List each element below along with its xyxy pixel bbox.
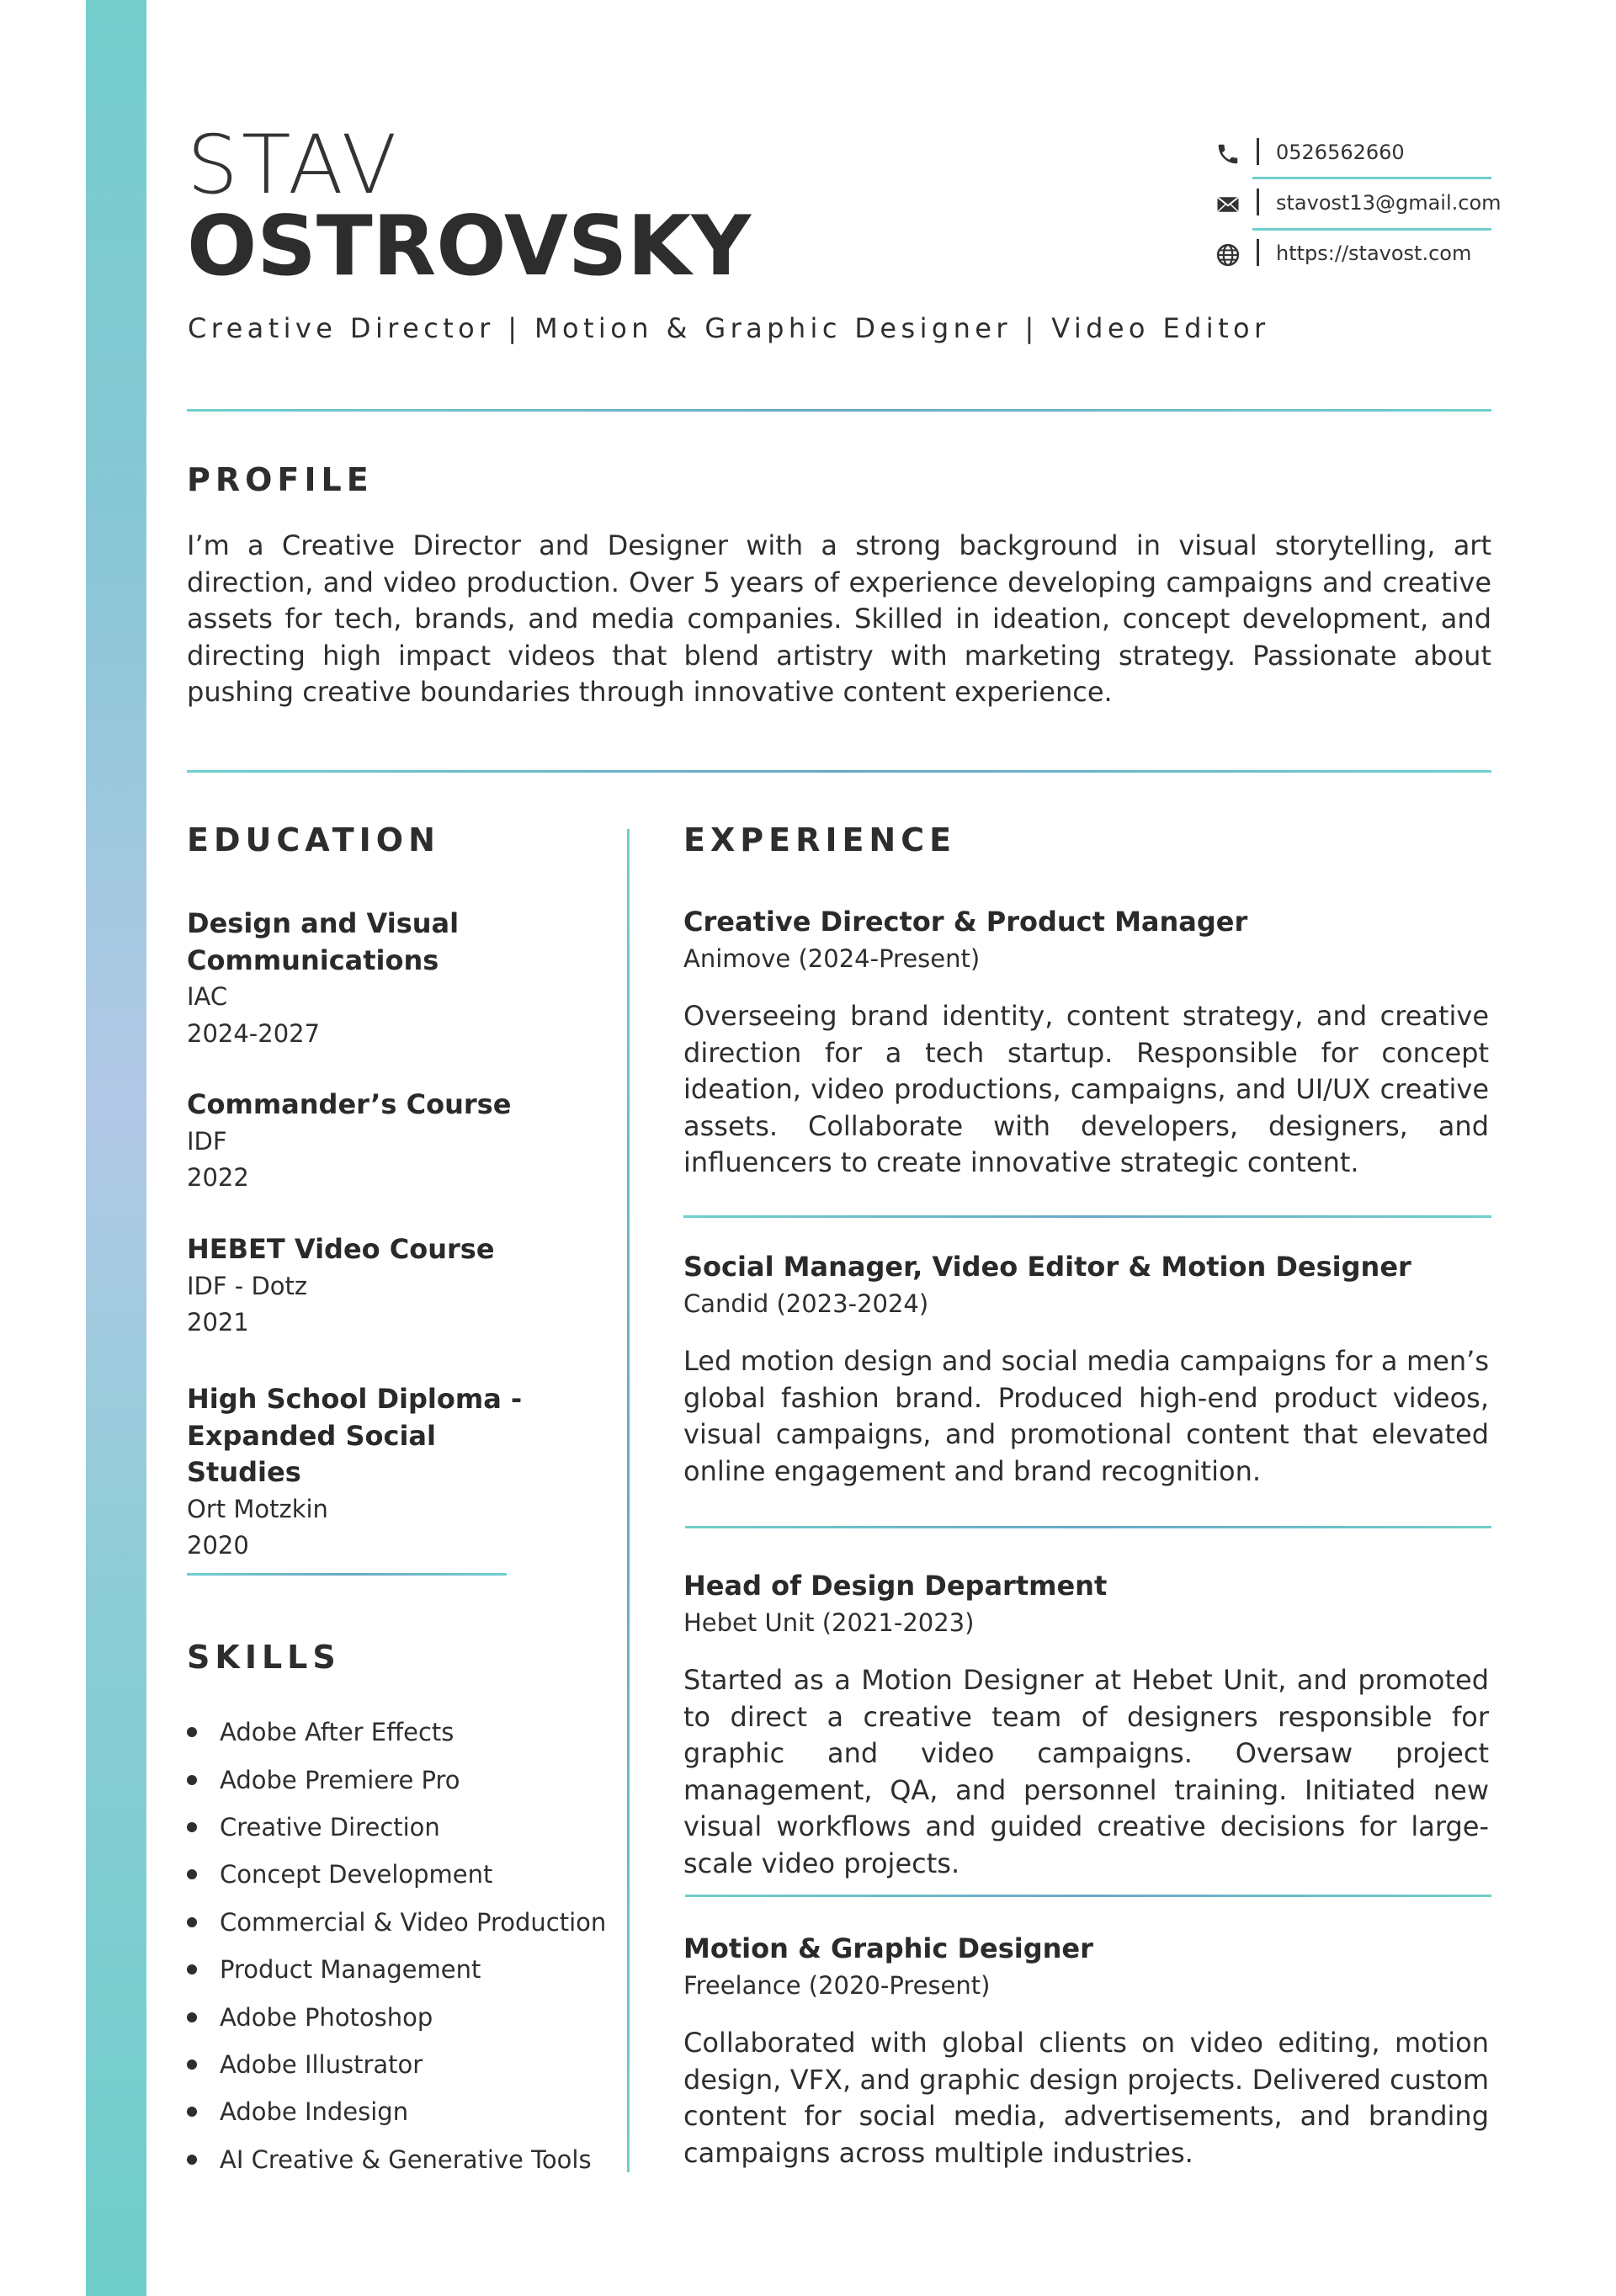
experience-title: Motion & Graphic Designer	[683, 1932, 1093, 1964]
skill-label: Adobe Premiere Pro	[220, 1765, 460, 1794]
skill-label: Adobe Illustrator	[220, 2049, 423, 2079]
education-institution: IDF	[187, 1126, 227, 1156]
education-heading: EDUCATION	[187, 821, 440, 858]
bullet-icon	[187, 1775, 197, 1785]
education-institution: IDF - Dotz	[187, 1271, 308, 1300]
education-divider	[187, 1573, 507, 1576]
experience-company: Freelance (2020-Present)	[683, 1970, 991, 2000]
job-subtitle: Creative Director | Motion & Graphic Designer | Video Editor	[188, 312, 1270, 344]
experience-description: Started as a Motion Designer at Hebet Unit, and promoted to direct a creative team of designers responsible for graphic and video campaigns. Oversaw project management, QA, and personnel training. Initiated new visual workflows and guided creative decisions for large-scale video projects.	[683, 1664, 1489, 1879]
header-divider	[187, 409, 1491, 412]
education-year: 2020	[187, 1531, 249, 1560]
skill-label: Adobe Indesign	[220, 2097, 409, 2127]
education-institution: Ort Motzkin	[187, 1494, 328, 1523]
bullet-icon	[187, 1727, 197, 1737]
bullet-icon	[187, 1917, 197, 1927]
experience-company: Animove (2024-Present)	[683, 943, 981, 973]
education-year: 2022	[187, 1163, 249, 1192]
contact-phone	[1215, 133, 1491, 175]
skill-label: Product Management	[220, 1955, 481, 1985]
bullet-icon	[187, 2012, 197, 2022]
skill-item	[187, 1804, 606, 1851]
experience-company: Candid (2023-2024)	[683, 1289, 929, 1318]
decorative-side-bar	[86, 0, 146, 2296]
skill-label: Adobe Photoshop	[220, 2002, 433, 2032]
education-year: 2024-2027	[187, 1018, 321, 1048]
skill-item	[187, 1993, 606, 2040]
phone-icon	[1215, 141, 1241, 167]
skill-item	[187, 1756, 606, 1803]
experience-divider	[685, 1895, 1491, 1897]
contact-separator	[1257, 239, 1259, 266]
skill-item	[187, 2041, 606, 2088]
profile-text: I’m a Creative Director and Designer with a strong background in visual storytelling, art direction, and video production. Over 5 years of experience developing campaigns and creative assets for tech, brands, and media companies. Skilled in ideation, concept development, and directing high impact videos that blend artistry with marketing strategy. Passionate about pushing creative boundaries through innovative content experience.	[187, 529, 1491, 708]
mail-icon	[1215, 192, 1241, 217]
skill-label: Creative Direction	[220, 1812, 440, 1842]
skill-item	[187, 1899, 606, 1946]
skills-list	[187, 1709, 606, 2183]
skill-item	[187, 1709, 606, 1756]
globe-icon	[1215, 242, 1241, 268]
website-text[interactable]: https://stavost.com	[1276, 242, 1472, 265]
email-text[interactable]: stavost13@gmail.com	[1276, 191, 1502, 215]
bullet-icon	[187, 2107, 197, 2117]
education-institution: IAC	[187, 982, 228, 1011]
experience-description: Overseeing brand identity, content strategy, and creative direction for a tech startup. Responsible for concept ideation, video productions, campaigns, and UI/UX creative assets. Collaborate with developers, designers, and influencers to create innovative strategic content.	[683, 1000, 1489, 1178]
experience-item	[683, 904, 1491, 1182]
contact-email[interactable]	[1215, 183, 1502, 226]
bullet-icon	[187, 1964, 197, 1974]
experience-description: Led motion design and social media campaigns for a men’s global fashion brand. Produced high-end product videos, visual campaigns, and promotional content that elevated online engagement and brand recognition.	[683, 1345, 1489, 1487]
skill-item	[187, 2136, 606, 2183]
skill-label: Adobe After Effects	[220, 1718, 454, 1747]
last-name: OSTROVSKY	[187, 199, 752, 295]
skill-label: AI Creative & Generative Tools	[220, 2145, 592, 2174]
bullet-icon	[187, 1869, 197, 1879]
experience-title: Creative Director & Product Manager	[683, 906, 1248, 938]
education-item	[187, 1087, 608, 1197]
education-item	[187, 906, 608, 1052]
skill-label: Commercial & Video Production	[220, 1907, 607, 1937]
skills-heading: SKILLS	[187, 1639, 341, 1676]
education-title: HEBET Video Course	[187, 1233, 495, 1265]
education-title: High School Diploma - Expanded Social Studies	[187, 1383, 523, 1488]
skill-label: Concept Development	[220, 1860, 493, 1889]
experience-item	[683, 1568, 1491, 1882]
education-title: Commander’s Course	[187, 1088, 512, 1120]
first-name: STAV	[187, 118, 401, 212]
phone-text: 0526562660	[1276, 141, 1405, 164]
bullet-icon	[187, 1822, 197, 1832]
profile-heading: PROFILE	[187, 461, 374, 498]
education-item	[187, 1231, 608, 1342]
contact-separator	[1257, 189, 1259, 215]
bullet-icon	[187, 2059, 197, 2070]
experience-description: Collaborated with global clients on video editing, motion design, VFX, and graphic design projects. Delivered custom content for social media, advertisements, and branding campaigns across multiple industries.	[683, 2027, 1489, 2169]
experience-title: Social Manager, Video Editor & Motion Designer	[683, 1251, 1411, 1283]
contact-divider	[1252, 177, 1491, 179]
contact-divider	[1252, 228, 1491, 231]
experience-item	[683, 1931, 1491, 2171]
skill-item	[187, 1946, 606, 1993]
skill-item	[187, 1851, 606, 1898]
experience-item	[683, 1249, 1491, 1490]
experience-heading: EXPERIENCE	[683, 821, 957, 858]
bullet-icon	[187, 2155, 197, 2165]
contact-separator	[1257, 138, 1259, 165]
experience-divider	[685, 1526, 1491, 1528]
education-title: Design and Visual Communications	[187, 907, 460, 976]
experience-divider	[683, 1215, 1491, 1218]
skill-item	[187, 2088, 606, 2135]
contact-website[interactable]	[1215, 234, 1491, 276]
education-item	[187, 1381, 608, 1565]
education-year: 2021	[187, 1308, 249, 1337]
profile-divider	[187, 770, 1491, 773]
column-divider	[627, 829, 630, 2172]
experience-title: Head of Design Department	[683, 1570, 1108, 1602]
experience-company: Hebet Unit (2021-2023)	[683, 1608, 975, 1637]
